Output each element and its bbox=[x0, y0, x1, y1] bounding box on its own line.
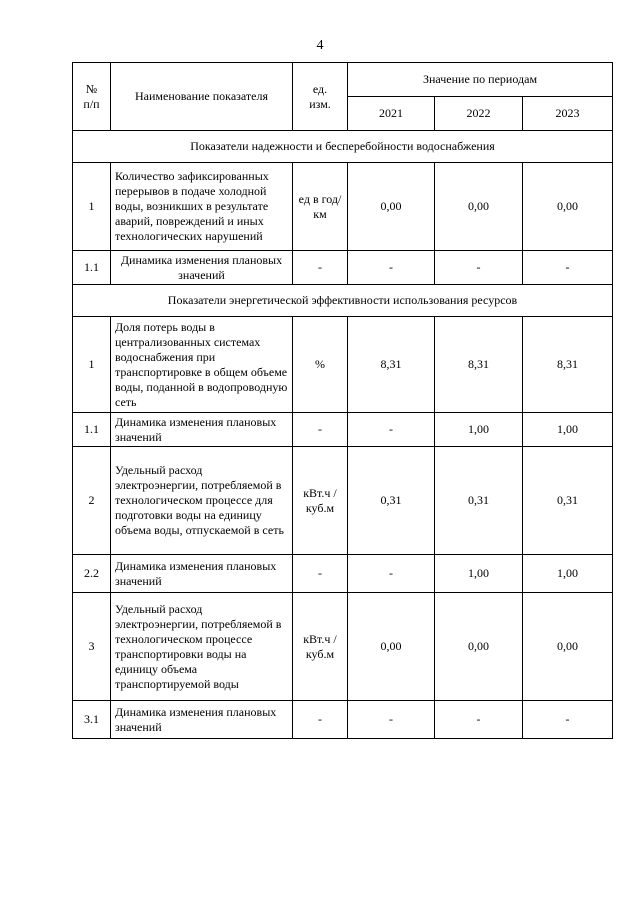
row-value: - bbox=[435, 251, 523, 285]
header-num: № п/п bbox=[73, 63, 111, 131]
row-value: 0,00 bbox=[435, 593, 523, 701]
table-row bbox=[73, 593, 613, 701]
row-name: Удельный расход электроэнергии, потребляемой в технологическом процессе для подготовки воды на единицу объема воды, отпускаемой в сеть bbox=[111, 447, 293, 555]
row-value: 8,31 bbox=[435, 317, 523, 413]
row-unit: - bbox=[293, 555, 348, 593]
row-value: 0,00 bbox=[435, 163, 523, 251]
row-value: 0,00 bbox=[523, 163, 613, 251]
header-name: Наименование показателя bbox=[111, 63, 293, 131]
row-number: 1.1 bbox=[73, 251, 111, 285]
table-row bbox=[73, 163, 613, 251]
row-unit: ед в год/ км bbox=[293, 163, 348, 251]
table-row bbox=[73, 251, 613, 285]
row-value: 1,00 bbox=[523, 413, 613, 447]
row-value: - bbox=[348, 555, 435, 593]
row-name: Удельный расход электроэнергии, потребляемой в технологическом процессе транспортировки воды на единицу объема транспортируемой воды bbox=[111, 593, 293, 701]
table-row bbox=[73, 317, 613, 413]
row-number: 3.1 bbox=[73, 701, 111, 739]
row-value: - bbox=[523, 251, 613, 285]
row-number: 2 bbox=[73, 447, 111, 555]
indicators-table bbox=[72, 62, 613, 739]
row-value: 0,00 bbox=[348, 163, 435, 251]
row-unit: - bbox=[293, 413, 348, 447]
header-periods: Значение по периодам bbox=[348, 63, 613, 97]
row-value: - bbox=[523, 701, 613, 739]
row-value: 0,31 bbox=[435, 447, 523, 555]
row-value: 0,31 bbox=[523, 447, 613, 555]
row-value: 1,00 bbox=[435, 413, 523, 447]
table-row bbox=[73, 447, 613, 555]
section-title: Показатели надежности и бесперебойности водоснабжения bbox=[73, 131, 613, 163]
row-number: 2.2 bbox=[73, 555, 111, 593]
row-value: 1,00 bbox=[435, 555, 523, 593]
row-value: 0,31 bbox=[348, 447, 435, 555]
row-value: 0,00 bbox=[348, 593, 435, 701]
row-number: 3 bbox=[73, 593, 111, 701]
row-name: Динамика изменения плановых значений bbox=[111, 701, 293, 739]
header-year: 2021 bbox=[348, 97, 435, 131]
header-year: 2023 bbox=[523, 97, 613, 131]
table-row bbox=[73, 555, 613, 593]
header-year: 2022 bbox=[435, 97, 523, 131]
row-name: Динамика изменения плановых значений bbox=[111, 555, 293, 593]
row-value: - bbox=[348, 413, 435, 447]
row-value: 8,31 bbox=[348, 317, 435, 413]
row-value: - bbox=[348, 701, 435, 739]
row-unit: кВт.ч / куб.м bbox=[293, 593, 348, 701]
row-unit: - bbox=[293, 251, 348, 285]
row-unit: кВт.ч / куб.м bbox=[293, 447, 348, 555]
row-number: 1.1 bbox=[73, 413, 111, 447]
row-value: 0,00 bbox=[523, 593, 613, 701]
row-unit: - bbox=[293, 701, 348, 739]
table-row bbox=[73, 701, 613, 739]
table-row bbox=[73, 413, 613, 447]
row-number: 1 bbox=[73, 317, 111, 413]
row-value: - bbox=[348, 251, 435, 285]
header-unit: ед. изм. bbox=[293, 63, 348, 131]
row-name: Количество зафиксированных перерывов в подаче холодной воды, возникших в результате аварий, повреждений и иных технологических нарушений bbox=[111, 163, 293, 251]
row-name: Динамика изменения плановых значений bbox=[111, 251, 293, 285]
row-unit: % bbox=[293, 317, 348, 413]
row-value: - bbox=[435, 701, 523, 739]
page-number: 4 bbox=[316, 38, 324, 53]
section-title: Показатели энергетической эффективности использования ресурсов bbox=[73, 285, 613, 317]
row-value: 8,31 bbox=[523, 317, 613, 413]
row-name: Динамика изменения плановых значений bbox=[111, 413, 293, 447]
row-name: Доля потерь воды в централизованных системах водоснабжения при транспортировке в общем объеме воды, поданной в водопроводную сеть bbox=[111, 317, 293, 413]
row-number: 1 bbox=[73, 163, 111, 251]
row-value: 1,00 bbox=[523, 555, 613, 593]
